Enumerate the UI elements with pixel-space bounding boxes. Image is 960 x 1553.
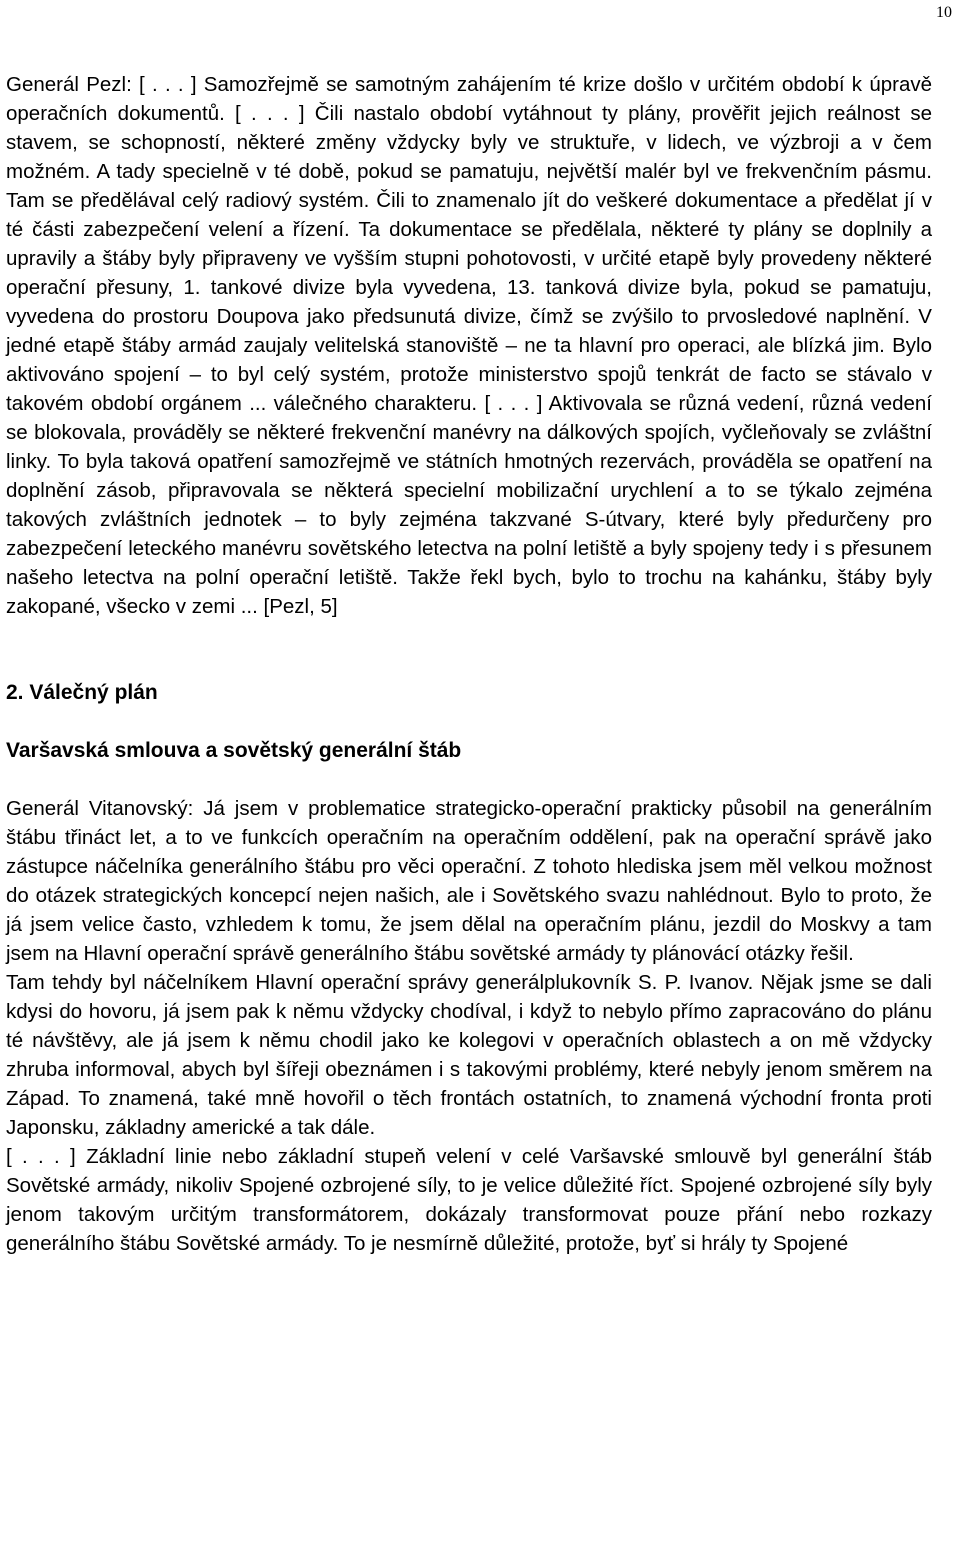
document-body (6, 70, 932, 1258)
subsection-heading: Varšavská smlouva a sovětský generální štáb (6, 739, 462, 762)
paragraph-pezl: Generál Pezl: [ . . . ] Samozřejmě se samotným zahájením té krize došlo v určitém období k úpravě operačních dokumentů. [ . . . ] Čili nastalo období vytáhnout ty plány, prověřit jejich reálnost se stavem, se schopností, některé změny vždycky byly ve struktuře, v lidech, ve výzbroji a v čem možném. A tady specielně v té době, pokud se pamatuju, největší malér byl ve frekvenčním pásmu. Tam se předělával celý radiový systém. Čili to znamenalo jít do veškeré dokumentace a předělat jí v té části zabezpečení velení a řízení. Ta dokumentace se předělala, některé ty plány se doplnily a upravily a štáby byly připraveny ve vyšším stupni pohotovosti, v určité etapě byly provedeny některé operační přesuny, 1. tankové divize byla vyvedena, 13. tanková divize byla, pokud se pamatuju, vyvedena do prostoru Doupova jako předsunutá divize, čímž se zvýšilo to prvosledové naplnění. V jedné etapě štáby armád zaujaly velitelská stanoviště – ne ta hlavní pro operaci, ale blízká jim. Bylo aktivováno spojení – to byl celý systém, protože ministerstvo spojů tenkrát de facto se stávalo v takovém období orgánem ... válečného charakteru. [ . . . ] Aktivovala se různá vedení, různá vedení se blokovala, prováděly se některé frekvenční manévry na dálkových spojích, vyčleňovaly se zvláštní linky. To byla taková opatření samozřejmě ve státních hmotných rezervách, prováděla se opatření na doplnění zásob, připravovala se některá specielní mobilizační urychlení a to se týkalo zejména takových zvláštních jednotek – to byly zejména takzvané S-útvary, které byly předurčeny pro zabezpečení leteckého manévru sovětského letectva na polní letiště a byly spojeny tedy i s přesunem našeho letectva na polní operační letiště. Takže řekl bych, bylo to trochu na kahánku, štáby byly zakopané, všecko v zemi ... [Pezl, 5] (6, 73, 932, 618)
paragraph-warsaw-pact-command: [ . . . ] Základní linie nebo základní stupeň velení v celé Varšavské smlouvě byl generální štáb Sovětské armády, nikoliv Spojené ozbrojené síly, to je velice důležité říct. Spojené ozbrojené síly byly jenom takovým určitým transformátorem, dokázaly transformovat pouze přání nebo rozkazy generálního štábu Sovětské armády. To je nesmírně důležité, protože, byť si hrály ty Spojené (6, 1145, 932, 1255)
paragraph-vitanovsky: Generál Vitanovský: Já jsem v problematice strategicko-operační prakticky působil na generálním štábu třináct let, a to ve funkcích operačním na operačním oddělení, pak na operační správě jako zástupce náčelníka generálního štábu pro věci operační. Z tohoto hlediska jsem měl velkou možnost do otázek strategických koncepcí nejen našich, ale i Sovětského svazu nahlédnout. Bylo to proto, že já jsem velice často, vzhledem k tomu, že jsem dělal na operačním plánu, jezdil do Moskvy a tam jsem na Hlavní operační správě generálního štábu sovětské armády ty plánovácí otázky řešil. (6, 797, 932, 965)
page-number: 10 (936, 4, 952, 21)
section-heading: 2. Válečný plán (6, 681, 158, 704)
paragraph-ivanov: Tam tehdy byl náčelníkem Hlavní operační správy generálplukovník S. P. Ivanov. Nějak jsme se dali kdysi do hovoru, já jsem pak k němu vždycky chodíval, i když to nebylo přímo zapracováno do plánu té návštěvy, ale já jsem k němu chodil jako ke kolegovi v operačních oblastech a on mě vždycky zhruba informoval, abych byl šířeji obeznámen i s takovými problémy, které nebyly jenom směrem na Západ. To znamená, také mně hovořil o těch frontách ostatních, to znamená východní fronta proti Japonsku, základny americké a tak dále. (6, 971, 932, 1139)
